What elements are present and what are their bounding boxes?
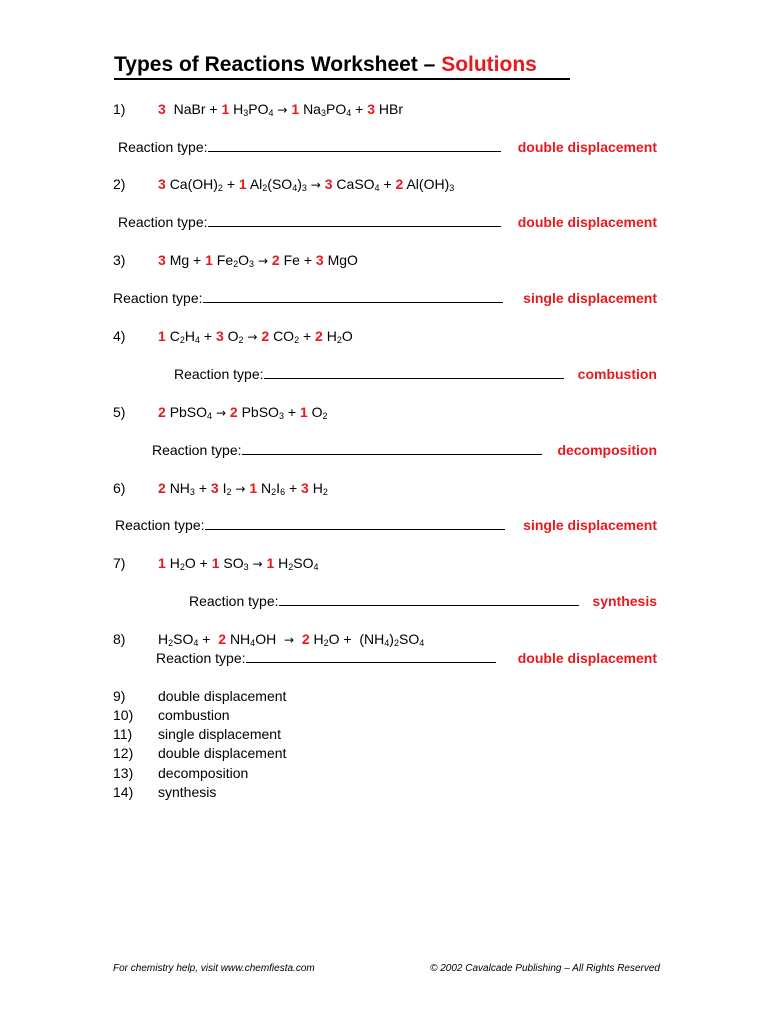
reaction-type-line-7: Reaction type: synthesis (189, 593, 657, 609)
arrow-icon: → (283, 633, 295, 647)
reaction-type-line-6: Reaction type: single displacement (115, 517, 657, 533)
arrow-icon: → (310, 178, 321, 192)
list-number: 10) (113, 707, 134, 723)
arrow-icon: → (247, 330, 258, 344)
page-title (114, 54, 537, 75)
problem-number: 3) (113, 252, 126, 268)
arrow-icon: → (257, 254, 269, 268)
reaction-type-line-1: Reaction type: double displacement (118, 139, 657, 155)
list-number: 9) (113, 688, 126, 704)
list-number: 12) (113, 745, 134, 761)
reaction-type-line-8: Reaction type: double displacement (156, 650, 657, 666)
arrow-icon: → (215, 406, 227, 420)
title-main: Types of Reactions Worksheet (114, 53, 418, 76)
problem-number: 5) (113, 404, 126, 420)
arrow-icon: → (277, 103, 288, 117)
list-number: 14) (113, 784, 134, 800)
problem-number: 4) (113, 328, 126, 344)
list-number: 11) (113, 726, 133, 742)
list-item: decomposition (158, 765, 249, 781)
equation-5: 2 PbSO$_4$ → 2 PbSO$_3$ + 1 $O_2$ (158, 404, 328, 421)
answer-7: synthesis (592, 593, 657, 609)
answer-4: combustion (577, 366, 657, 382)
arrow-icon: → (252, 557, 263, 571)
title-solutions: Solutions (441, 53, 537, 76)
equation-6: 2 $NH_3 + 3$ $I_2 \to 1$ $N_2I_6 + 3$ $H_2$ (158, 480, 328, 497)
reaction-type-line-2: Reaction type: double displacement (118, 214, 657, 230)
list-item: combustion (158, 707, 230, 723)
answer-5: decomposition (557, 442, 657, 458)
reaction-type-line-3: Reaction type: single displacement (113, 290, 657, 306)
problem-number: 2) (113, 176, 126, 192)
list-item: synthesis (158, 784, 217, 800)
footer-help-link: For chemistry help, visit www.chemfiesta.com (113, 963, 315, 974)
answer-2: double displacement (517, 214, 657, 230)
equation-4: 1 $C_2H_4 + 3$ $O_2 \to 2$ $CO_2 + 2$ $H_2O$ (158, 328, 353, 345)
equation-2: 3 $Ca(OH)_2 + 1$ $Al_2(SO_4)_3 \to 3$ CaSO$_4$ + 2 $Al(OH)_3$ (158, 176, 455, 193)
problem-number: 1) (113, 101, 126, 117)
footer-copyright: © 2002 Cavalcade Publishing – All Rights Reserved (430, 963, 660, 974)
title-dash: – (423, 53, 436, 76)
reaction-type-line-4: Reaction type: combustion (174, 366, 657, 382)
equation-3: 3 Mg + 1 $Fe_2O_3 \to 2$ Fe + 3 MgO (158, 252, 358, 269)
answer-8: double displacement (517, 650, 657, 666)
list-item: double displacement (158, 745, 287, 761)
problem-number: 6) (113, 480, 126, 496)
problem-number: 8) (113, 631, 126, 647)
arrow-icon: → (235, 482, 246, 496)
equation-1: 3 NaBr + 1 $H_3PO_4 \to 1$ $Na_3PO_4 + 3$ HBr (158, 101, 404, 118)
answer-6: single displacement (523, 517, 657, 533)
reaction-type-line-5: Reaction type: decomposition (152, 442, 657, 458)
list-number: 13) (113, 765, 134, 781)
equation-7: 1 $H_2O + 1$ $SO_3 \to 1$ $H_2SO_4$ (158, 555, 319, 572)
answer-3: single displacement (523, 290, 657, 306)
list-item: single displacement (158, 726, 281, 742)
answer-1: double displacement (517, 139, 657, 155)
problem-number: 7) (113, 555, 126, 571)
equation-8: $H_2SO_4 + 2$ $NH_4OH \to 2$ $H_2O + (NH_4)_2SO_4$ (158, 631, 425, 648)
list-item: double displacement (158, 688, 287, 704)
title-underline (114, 78, 570, 80)
